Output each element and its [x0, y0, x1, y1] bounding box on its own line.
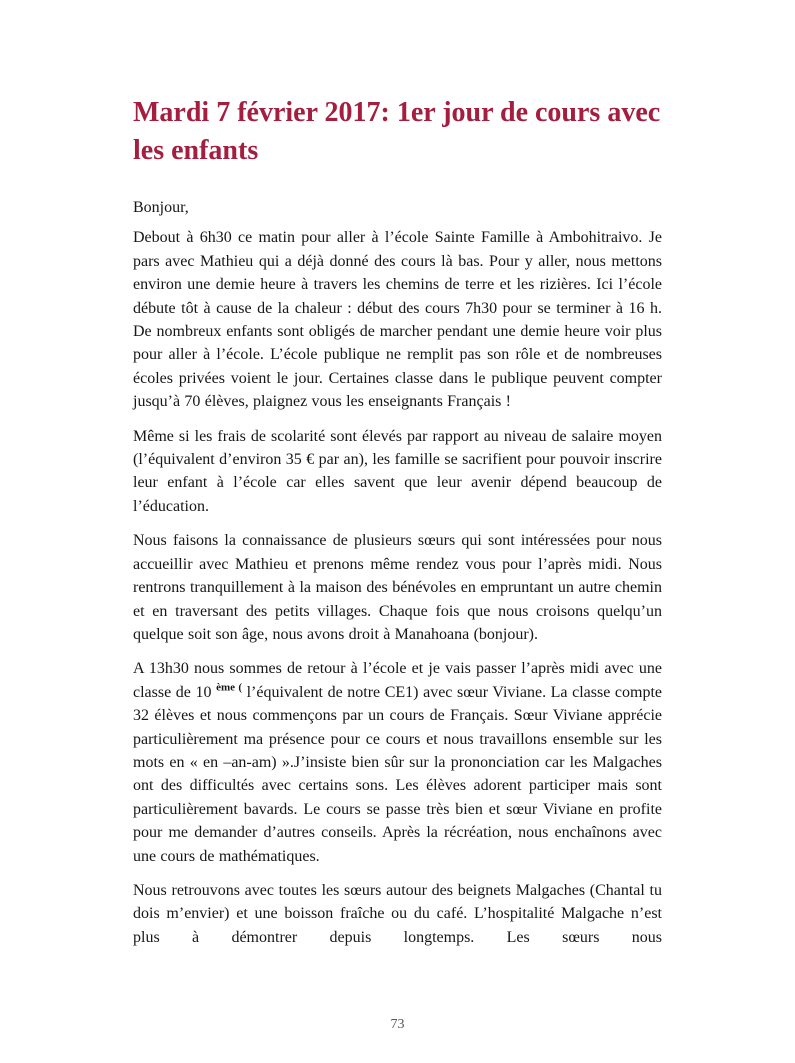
body-paragraph-1: Debout à 6h30 ce matin pour aller à l’école Sainte Famille à Ambohitraivo. Je pars avec Mathieu qui a déjà donné des cours là bas. Pour y aller, nous mettons environ une demie heure à travers les chemins de terre et les rizières. Ici l’école débute tôt à cause de la chaleur : début des cours 7h30 pour se terminer à 16 h. De nombreux enfants sont obligés de marcher pendant une demie heure voir plus pour aller à l’école. L’école publique ne remplit pas son rôle et de nombreuses écoles privées voient le jour. Certaines classe dans le publique peuvent compter jusqu’à 70 élèves, plaignez vous les enseignants Français !: [133, 229, 662, 411]
greeting-text: Bonjour,: [133, 199, 189, 216]
superscript-ordinal: ème (: [216, 681, 242, 694]
body-paragraph-3: Nous faisons la connaissance de plusieurs sœurs qui sont intéressées pour nous accueillir avec Mathieu et prenons même rendez vous pour l’après midi. Nous rentrons tranquillement à la maison des bénévoles en empruntant un autre chemin et en traversant des petits villages. Chaque fois que nous croisons quelqu’un quelque soit son âge, nous avons droit à Manahoana (bonjour).: [133, 532, 662, 643]
body-paragraph-4: [133, 657, 662, 868]
paragraph-4-segment-after: l’équivalent de notre CE1) avec sœur Viviane. La classe compte 32 élèves et nous commençons par un cours de Français. Sœur Viviane apprécie particulièrement ma présence pour ce cours et nous travaillons ensemble sur les mots en « en –an-am) ».J’insiste bien sûr sur la prononciation car les Malgaches ont des difficultés avec certains sons. Les élèves adorent participer mais sont particulièrement bavards. Le cours se passe très bien et sœur Viviane en profite pour me demander d’autres conseils. Après la récréation, nous enchaînons avec une cours de mathématiques.: [133, 683, 662, 865]
page-title: Mardi 7 février 2017: 1er jour de cours avec les enfants: [133, 97, 661, 166]
body-paragraph-2: Même si les frais de scolarité sont élevés par rapport au niveau de salaire moyen (l’équivalent d’environ 35 € par an), les famille se sacrifient pour pouvoir inscrire leur enfant à l’école car elles savent que leur avenir dépend beaucoup de l’éducation.: [133, 427, 662, 515]
paragraph-4-segment-before: A 13h30 nous sommes de retour à l’école et je vais passer l’après midi avec une classe de 10: [133, 660, 662, 701]
body-paragraph-5: Nous retrouvons avec toutes les sœurs autour des beignets Malgaches (Chantal tu dois m’envier) et une boisson fraîche ou du café. L’hospitalité Malgache n’est plus à démontrer depuis longtemps. Les sœurs nous: [133, 881, 662, 946]
page-number: 73: [390, 1017, 405, 1032]
